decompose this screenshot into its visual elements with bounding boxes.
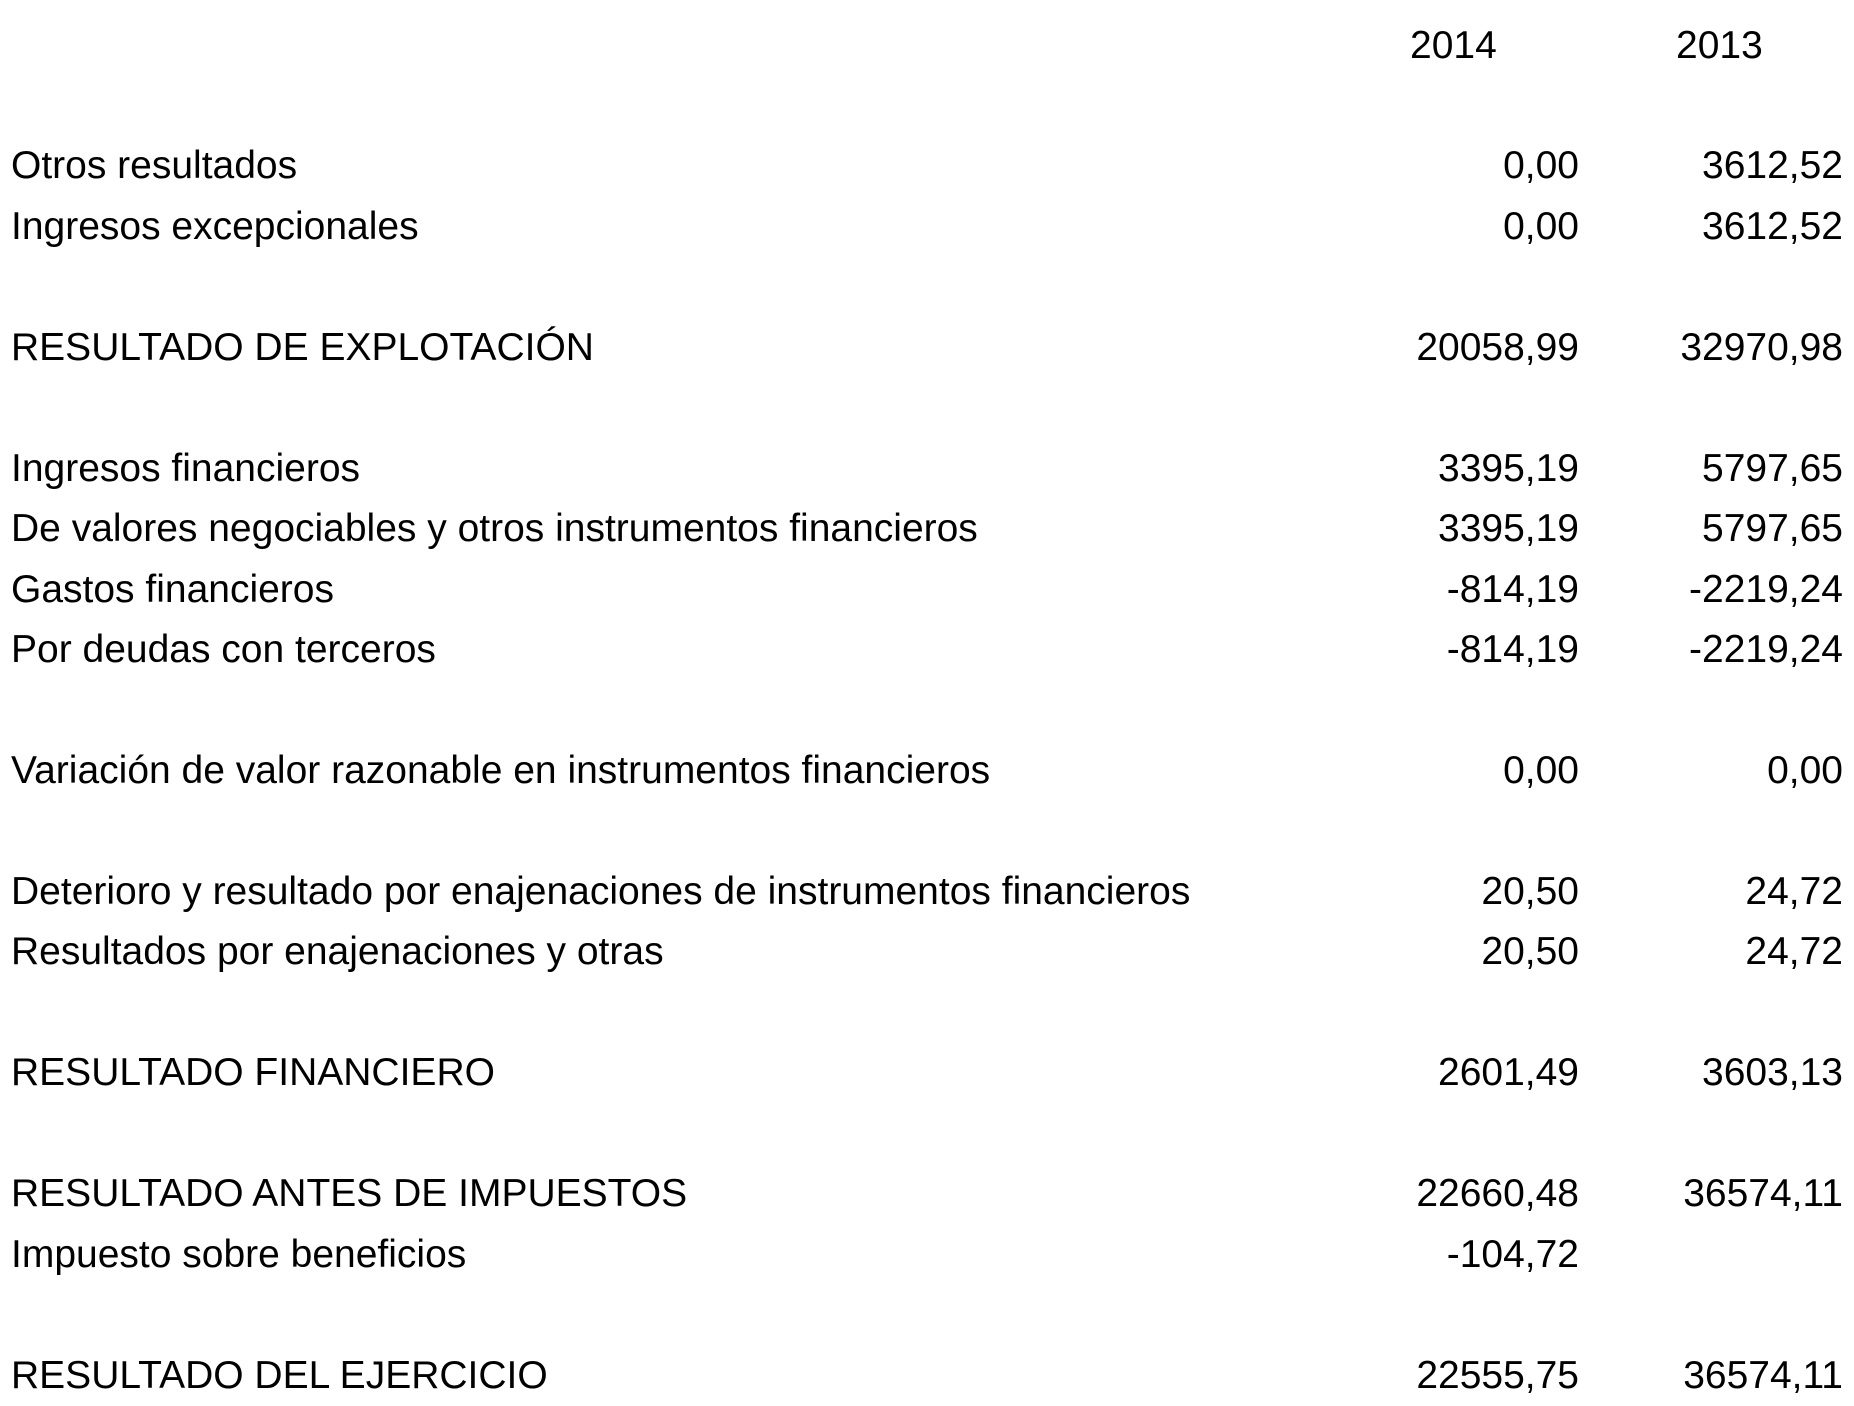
row-label: RESULTADO ANTES DE IMPUESTOS [11,1172,688,1215]
row-label: Ingresos excepcionales [11,205,419,248]
row-label: Resultados por enajenaciones y otras [11,930,664,973]
row-otros-resultados [0,136,1854,196]
value-2014: 20058,99 [1416,326,1579,369]
row-resultado-ejercicio [0,1346,1854,1406]
value-2013: 3612,52 [1702,205,1843,248]
value-2013: 24,72 [1745,930,1843,973]
value-2014: 22555,75 [1416,1354,1579,1397]
row-impuesto-beneficios [0,1225,1854,1285]
row-label: RESULTADO FINANCIERO [11,1051,495,1094]
value-2014: 20,50 [1481,930,1579,973]
row-valores-negociables [0,499,1854,559]
value-2013: 36574,11 [1683,1354,1843,1397]
value-2013: 36574,11 [1683,1172,1843,1215]
value-2014: -814,19 [1446,628,1579,671]
row-deterioro-enajenaciones [0,862,1854,922]
row-deudas-terceros [0,620,1854,680]
row-resultado-explotacion [0,318,1854,378]
row-resultado-financiero [0,1043,1854,1103]
value-2013: 32970,98 [1680,326,1843,369]
value-2013: 0,00 [1767,749,1843,792]
value-2013: 3612,52 [1702,144,1843,187]
row-gastos-financieros [0,560,1854,620]
row-label: Impuesto sobre beneficios [11,1233,467,1276]
value-2014: 0,00 [1503,205,1579,248]
value-2014: 0,00 [1503,749,1579,792]
row-resultados-enajenaciones [0,922,1854,982]
row-label: Ingresos financieros [11,447,361,490]
value-2013: 5797,65 [1702,447,1843,490]
value-2014: 3395,19 [1438,507,1579,550]
column-header-2013: 2013 [1676,24,1763,67]
row-label: RESULTADO DE EXPLOTACIÓN [11,326,594,369]
value-2014: -814,19 [1446,568,1579,611]
value-2013: 5797,65 [1702,507,1843,550]
row-ingresos-excepcionales [0,197,1854,257]
row-resultado-antes-impuestos [0,1164,1854,1224]
row-label: Gastos financieros [11,568,334,611]
value-2014: 20,50 [1481,870,1579,913]
row-ingresos-financieros [0,439,1854,499]
row-label: RESULTADO DEL EJERCICIO [11,1354,548,1397]
value-2014: 22660,48 [1416,1172,1579,1215]
column-header-2014: 2014 [1410,24,1497,67]
row-label: Variación de valor razonable en instrumentos financieros [11,749,991,792]
value-2014: 0,00 [1503,144,1579,187]
value-2013: -2219,24 [1689,628,1843,671]
value-2014: -104,72 [1446,1233,1579,1276]
row-label: De valores negociables y otros instrumentos financieros [11,507,978,550]
row-label: Por deudas con terceros [11,628,436,671]
value-2014: 3395,19 [1438,447,1579,490]
value-2013: 3603,13 [1702,1051,1843,1094]
row-label: Deterioro y resultado por enajenaciones de instrumentos financieros [11,870,1191,913]
row-variacion-valor-razonable [0,741,1854,801]
row-label: Otros resultados [11,144,298,187]
value-2014: 2601,49 [1438,1051,1579,1094]
value-2013: -2219,24 [1689,568,1843,611]
value-2013: 24,72 [1745,870,1843,913]
